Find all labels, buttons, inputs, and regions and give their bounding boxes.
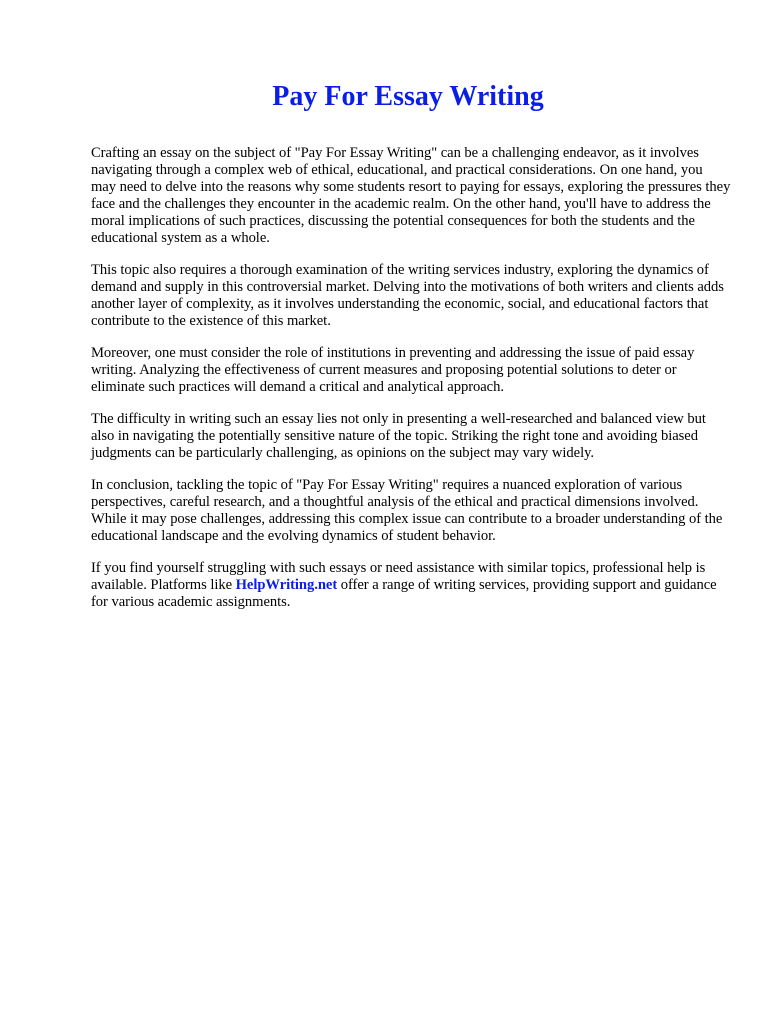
paragraph-4: The difficulty in writing such an essay lies not only in presenting a well-researched and balanced view but also in navigating the potentially sensitive nature of the topic. Striking the right tone and avoiding biased judgments can be particularly challenging, as opinions on the subject may vary widely. — [91, 411, 706, 461]
paragraph-3: Moreover, one must consider the role of institutions in preventing and addressing the issue of paid essay writing. Analyzing the effectiveness of current measures and proposing potential solutions to deter or eliminate such practices will demand a critical and analytical approach. — [91, 345, 695, 395]
document-title: Pay For Essay Writing — [272, 81, 544, 112]
paragraph-1: Crafting an essay on the subject of "Pay For Essay Writing" can be a challenging endeavor, as it involves navigating through a complex web of ethical, educational, and practical considerations. On one hand, you may need to delve into the reasons why some students resort to paying for essays, exploring the pressures they face and the challenges they encounter in the academic realm. On the other hand, you'll have to address the moral implications of such practices, discussing the potential consequences for both the students and the educational system as a whole. — [91, 145, 731, 246]
paragraph-6 — [91, 560, 731, 611]
helpwriting-link[interactable]: HelpWriting.net — [235, 577, 338, 593]
paragraph-6-after-link: offer a range of writing services, providing support and guidance for various academic assignments. — [91, 577, 717, 610]
paragraph-6-before-link: If you find yourself struggling with such essays or need assistance with similar topics, professional help is available. Platforms like — [91, 560, 706, 593]
paragraph-5: In conclusion, tackling the topic of "Pay For Essay Writing" requires a nuanced exploration of various perspectives, careful research, and a thoughtful analysis of the ethical and practical dimensions involved. While it may pose challenges, addressing this complex issue can contribute to a broader understanding of the educational landscape and the evolving dynamics of student behavior. — [91, 477, 723, 544]
document-body — [91, 145, 731, 626]
paragraph-2: This topic also requires a thorough examination of the writing services industry, exploring the dynamics of demand and supply in this controversial market. Delving into the motivations of both writers and clients adds another layer of complexity, as it involves understanding the economic, social, and educational factors that contribute to the existence of this market. — [91, 262, 724, 329]
